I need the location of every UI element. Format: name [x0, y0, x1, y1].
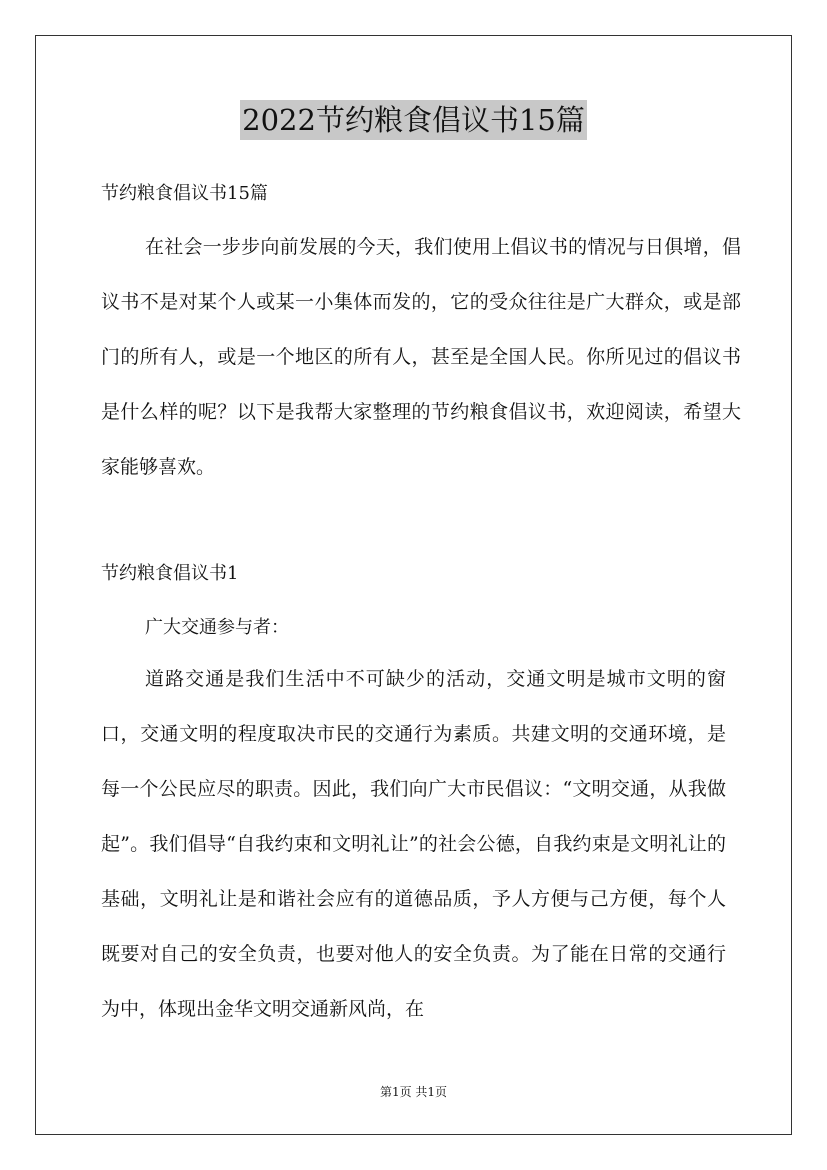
document-title: 2022节约粮食倡议书15篇 — [240, 100, 587, 140]
salutation: 广大交通参与者： — [145, 617, 289, 638]
body-paragraph: 道路交通是我们生活中不可缺少的活动，交通文明是城市文明的窗口，交通文明的程度取决市民的交通行为素质。共建文明的交通环境，是每一个公民应尽的职责。因此，我们向广大市民倡议：“文明交通，从我做起”。我们倡导“自我约束和文明礼让”的社会公德，自我约束是文明礼让的基础，文明礼让是和谐社会应有的道德品质，予人方便与己方便，每个人既要对自己的安全负责，也要对他人的安全负责。为了能在日常的交通行为中，体现出金华文明交通新风尚，在 — [101, 668, 726, 1020]
section-heading: 节约粮食倡议书1 — [101, 563, 239, 584]
title-container — [0, 100, 827, 140]
intro-paragraph: 在社会一步步向前发展的今天，我们使用上倡议书的情况与日俱增，倡议书不是对某个人或某一小集体而发的，它的受众往往是广大群众，或是部门的所有人，或是一个地区的所有人，甚至是全国人民。你所见过的倡议书是什么样的呢？以下是我帮大家整理的节约粮食倡议书，欢迎阅读，希望大家能够喜欢。 — [101, 236, 741, 478]
document-subtitle: 节约粮食倡议书15篇 — [101, 183, 268, 204]
page-footer: 第1页 共1页 — [379, 1085, 448, 1099]
